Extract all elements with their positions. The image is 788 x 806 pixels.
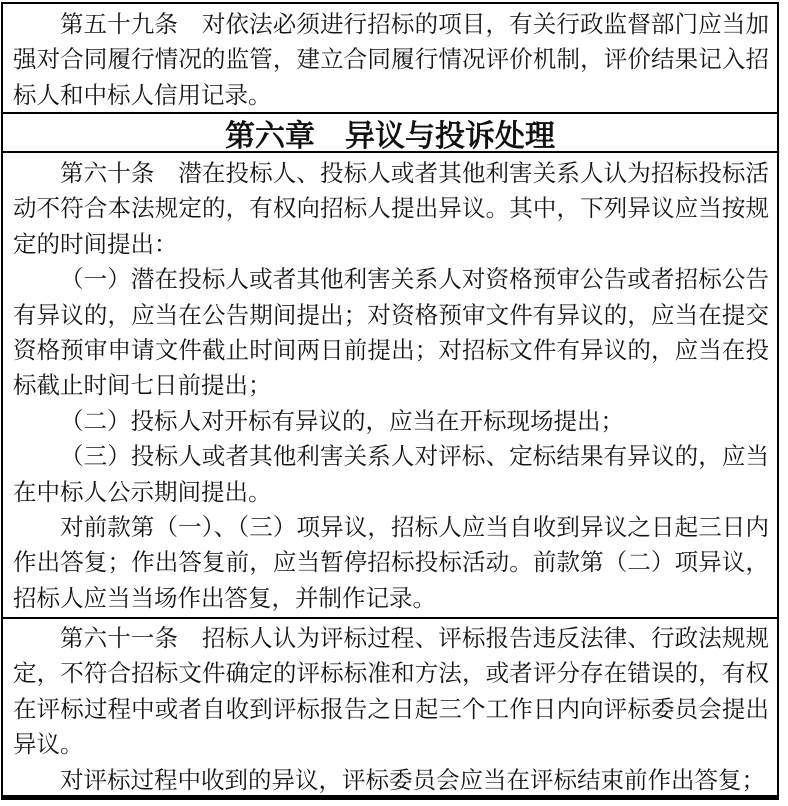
article-60-intro: 第六十条 潜在投标人、投标人或者其他利害关系人认为招标投标活动不符合本法规定的，有权向招标人提出异议。其中，下列异议应当按规定的时间提出： <box>13 160 769 257</box>
article-60-item-3: （三）投标人或者其他利害关系人对评标、定标结果有异议的，应当在中标人公示期间提出。 <box>13 443 769 505</box>
article-60-section <box>3 153 777 617</box>
article-60-item-1: （一）潜在投标人或者其他利害关系人对资格预审公告或者招标公告有异议的，应当在公告期间提出；对资格预审文件有异议的，应当在提交资格预审申请文件截止时间两日前提出；对招标文件有异议的，应当在投标截止时间七日前提出； <box>13 266 769 399</box>
article-61-intro: 第六十一条 招标人认为评标过程、评标报告违反法律、行政法规规定，不符合招标文件确定的评标标准和方法，或者评分存在错误的，有权在评标过程中或者自收到评标报告之日起三个工作日内向评标委员会提出异议。 <box>13 625 769 758</box>
chapter-6-heading: 第六章 异议与投诉处理 <box>225 119 555 153</box>
article-59-text: 第五十九条 对依法必须进行招标的项目，有关行政监督部门应当加强对合同履行情况的监管，建立合同履行情况评价机制，评价结果记入招标人和中标人信用记录。 <box>13 11 769 108</box>
article-61-section <box>3 617 777 795</box>
law-document-page <box>1 2 779 800</box>
article-59-section <box>3 4 777 112</box>
article-61-reply-rule: 对评标过程中收到的异议，评标委员会应当在评标结束前作出答复； <box>60 766 765 793</box>
article-60-reply-rule: 对前款第（一）、（三）项异议，招标人应当自收到异议之日起三日内作出答复；作出答复前，应当暂停招标投标活动。前款第（二）项异议，招标人应当当场作出答复，并制作记录。 <box>13 514 769 611</box>
chapter-heading-row <box>3 112 777 153</box>
article-60-item-2: （二）投标人对开标有异议的，应当在开标现场提出； <box>60 407 624 434</box>
